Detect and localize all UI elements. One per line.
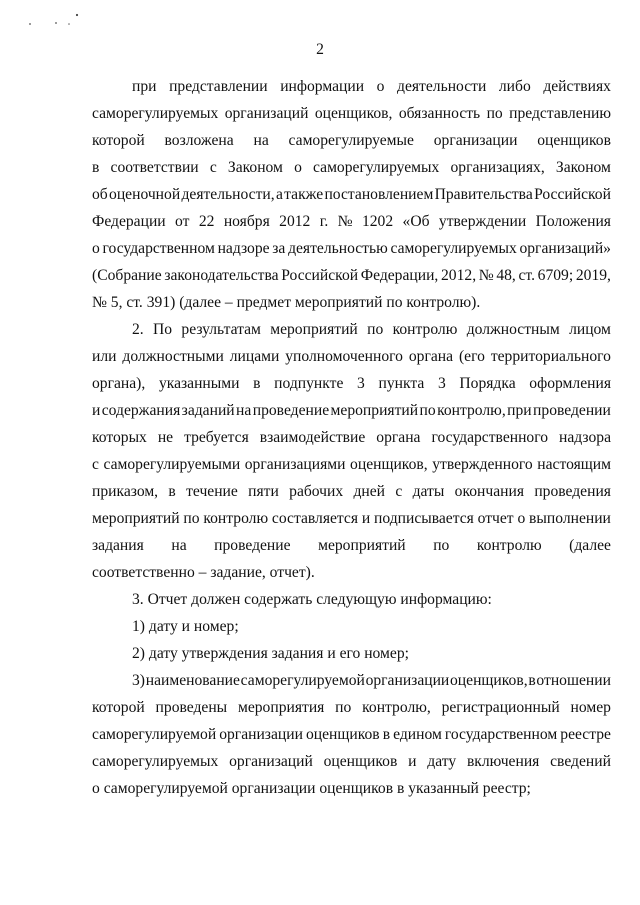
word: 3 — [357, 375, 365, 392]
word: проведение — [252, 402, 330, 419]
word: о — [294, 159, 302, 176]
word: организациях, — [450, 159, 545, 176]
word: пяти — [248, 483, 279, 500]
text-line: о саморегулируемой организации оценщиков в указанный реестр; — [92, 780, 531, 797]
word: о — [376, 78, 385, 95]
word: 1202 — [361, 213, 394, 230]
word: мероприятий — [330, 402, 419, 419]
text-line — [92, 667, 611, 694]
word: (его — [458, 348, 485, 365]
word: мероприятий — [92, 510, 180, 527]
word: 6709; — [537, 267, 574, 284]
word: 48, — [496, 267, 516, 284]
word: деятельности — [397, 78, 487, 95]
word: в — [528, 672, 536, 689]
word: государственном — [444, 726, 558, 743]
word: проведения — [534, 483, 611, 500]
word: номер — [570, 699, 611, 716]
word: мероприятий — [270, 321, 358, 338]
word: организаций — [224, 105, 309, 122]
word: № — [478, 267, 494, 284]
word: течение — [186, 483, 238, 500]
text-line — [92, 262, 611, 289]
word: организациями — [244, 456, 346, 473]
word: сведений — [550, 753, 611, 770]
text-line — [92, 154, 611, 181]
word: выполнении — [529, 510, 611, 527]
word: саморегулируемых — [313, 159, 440, 176]
word: утверждении — [438, 213, 527, 230]
word: Федерации — [92, 213, 166, 230]
word: подписывается — [374, 510, 474, 527]
word: Законом — [555, 159, 611, 176]
word: при — [507, 402, 532, 419]
word: Правительства — [434, 186, 533, 203]
word: включения — [466, 753, 540, 770]
word: должностным — [466, 321, 560, 338]
word: проведены — [155, 699, 228, 716]
word: за — [272, 240, 286, 257]
word: оценщиков — [537, 132, 611, 149]
word: представлению — [509, 105, 611, 122]
word: отношении — [536, 672, 611, 689]
word: утвержденного — [432, 456, 533, 473]
text-line — [92, 73, 611, 100]
word: на — [236, 402, 252, 419]
word: органа — [408, 348, 454, 365]
word: контролю — [476, 537, 542, 554]
word: в — [382, 726, 391, 743]
word: мероприятия — [237, 699, 325, 716]
word: мероприятий — [318, 537, 406, 554]
word: деятельности, — [181, 186, 275, 203]
word: законодательства — [164, 267, 279, 284]
word: надзора — [559, 429, 611, 446]
text-line — [92, 397, 611, 424]
word: взаимодействие — [259, 429, 366, 446]
word: или — [92, 348, 117, 365]
word: по — [183, 510, 200, 527]
word: организации — [365, 672, 450, 689]
word: (Собрание — [92, 267, 162, 284]
word: № — [337, 213, 353, 230]
word: информации — [280, 78, 365, 95]
word: указанными — [158, 375, 240, 392]
word: по — [367, 321, 384, 338]
word: оценщиков — [323, 753, 398, 770]
word: даты — [412, 483, 445, 500]
word: Законом — [227, 159, 283, 176]
word: регистрационный — [441, 699, 560, 716]
word: г. — [319, 213, 329, 230]
word: либо — [498, 78, 531, 95]
word: соответствии — [110, 159, 199, 176]
text-line — [92, 181, 611, 208]
text-line: 3. Отчет должен содержать следующую информацию: — [132, 591, 492, 608]
text-line — [92, 316, 611, 343]
word: по — [433, 537, 450, 554]
word: по — [486, 105, 503, 122]
text-line — [92, 127, 611, 154]
word: пункта — [378, 375, 425, 392]
word: настоящим — [537, 456, 611, 473]
text-line — [92, 694, 611, 721]
word: органа — [376, 429, 421, 446]
word: оценщиков, — [450, 672, 528, 689]
word: отчет — [477, 510, 514, 527]
word: приказом, — [92, 483, 159, 500]
text-line: соответственно – задание, отчет). — [92, 564, 315, 581]
word: рабочих — [289, 483, 344, 500]
word: саморегулируемой — [92, 726, 217, 743]
word: также — [284, 186, 324, 203]
word: с — [92, 456, 99, 473]
text-line — [92, 424, 611, 451]
word: саморегулируемые — [288, 132, 414, 149]
word: По — [153, 321, 173, 338]
word: которой — [92, 132, 145, 149]
word: и — [361, 510, 371, 527]
text-line — [92, 478, 611, 505]
word: должностными — [122, 348, 224, 365]
word: 2012, — [441, 267, 477, 284]
page-number: 2 — [316, 41, 324, 58]
word: контролю — [392, 321, 458, 338]
word: саморегулируемых — [390, 240, 517, 257]
word: в — [253, 375, 261, 392]
text-line: № 5, ст. 391) (далее – предмет мероприятий по контролю). — [92, 294, 481, 311]
word: о — [92, 240, 100, 257]
word: 2. — [132, 321, 144, 338]
word: лицами — [229, 348, 280, 365]
word: представлении — [169, 78, 268, 95]
word: деятельностью — [288, 240, 388, 257]
word: 22 — [198, 213, 215, 230]
word: надзоре — [217, 240, 270, 257]
word: лицом — [569, 321, 611, 338]
word: оценщиков, — [350, 456, 428, 473]
text-line: 1) дату и номер; — [132, 618, 239, 635]
word: организаций — [229, 753, 313, 770]
word: на — [171, 537, 187, 554]
word: контролю, — [362, 699, 431, 716]
word: «Об — [402, 213, 430, 230]
word: требуется — [184, 429, 249, 446]
word: саморегулируемой — [240, 672, 365, 689]
word: саморегулируемых — [92, 753, 219, 770]
word: и — [408, 753, 417, 770]
word: дней — [353, 483, 386, 500]
word: государственном — [102, 240, 215, 257]
word: с — [209, 159, 217, 176]
word: саморегулируемых — [92, 105, 219, 122]
word: реестре — [560, 726, 611, 743]
word: 2019, — [575, 267, 611, 284]
word: которой — [92, 699, 145, 716]
word: организаций» — [519, 240, 611, 257]
word: о — [517, 510, 526, 527]
word: Положения — [535, 213, 611, 230]
word: и — [92, 402, 101, 419]
text-line — [92, 505, 611, 532]
word: оценочной — [109, 186, 181, 203]
word: постановлением — [324, 186, 434, 203]
word: организации — [219, 726, 303, 743]
word: ст. — [518, 267, 535, 284]
word: (далее — [569, 537, 611, 554]
word: возложена — [164, 132, 234, 149]
word: в — [92, 159, 100, 176]
text-line — [92, 532, 611, 559]
word: государственного — [431, 429, 549, 446]
word: в — [168, 483, 176, 500]
word: 2012 — [279, 213, 311, 230]
word: уполномоченного — [285, 348, 403, 365]
word: оценщиков — [305, 726, 380, 743]
text-line — [92, 748, 611, 775]
word: действиях — [543, 78, 611, 95]
text-line — [92, 235, 611, 262]
text-line — [92, 343, 611, 370]
text-line — [92, 721, 611, 748]
word: с — [395, 483, 403, 500]
scan-artifact-marks — [18, 10, 88, 30]
word: по — [335, 699, 352, 716]
word: содержания — [101, 402, 181, 419]
word: при — [132, 78, 157, 95]
word: контролю, — [437, 402, 506, 419]
word: Федерации, — [360, 267, 439, 284]
word: Порядка — [459, 375, 516, 392]
word: Российской — [281, 267, 359, 284]
word: Российской — [534, 186, 611, 203]
text-line — [92, 370, 611, 397]
word: проведении — [533, 402, 611, 419]
word: по — [419, 402, 436, 419]
word: контролю — [203, 510, 269, 527]
word: на — [253, 132, 269, 149]
word: ноября — [223, 213, 270, 230]
word: составляется — [271, 510, 359, 527]
word: задания — [92, 537, 144, 554]
word: едином — [393, 726, 442, 743]
text-line — [92, 208, 611, 235]
word: оформления — [529, 375, 611, 392]
text-line — [92, 451, 611, 478]
word: а — [275, 186, 283, 203]
word: об — [92, 186, 108, 203]
word: оценщиков, — [314, 105, 393, 122]
word: от — [175, 213, 190, 230]
word: которых — [92, 429, 147, 446]
word: 3 — [437, 375, 446, 392]
word: организации — [433, 132, 518, 149]
word: результатам — [181, 321, 261, 338]
word: дату — [427, 753, 457, 770]
text-line — [92, 100, 611, 127]
word: органа), — [92, 375, 146, 392]
word: заданий — [181, 402, 235, 419]
word: наименование — [145, 672, 240, 689]
text-line: 2) дату утверждения задания и его номер; — [132, 645, 409, 662]
word: обязанность — [398, 105, 481, 122]
word: территориального — [490, 348, 611, 365]
word: подпункте — [274, 375, 344, 392]
word: окончания — [454, 483, 524, 500]
word: саморегулируемыми — [103, 456, 241, 473]
word: не — [157, 429, 174, 446]
word: проведение — [214, 537, 291, 554]
word: 3) — [132, 672, 145, 689]
